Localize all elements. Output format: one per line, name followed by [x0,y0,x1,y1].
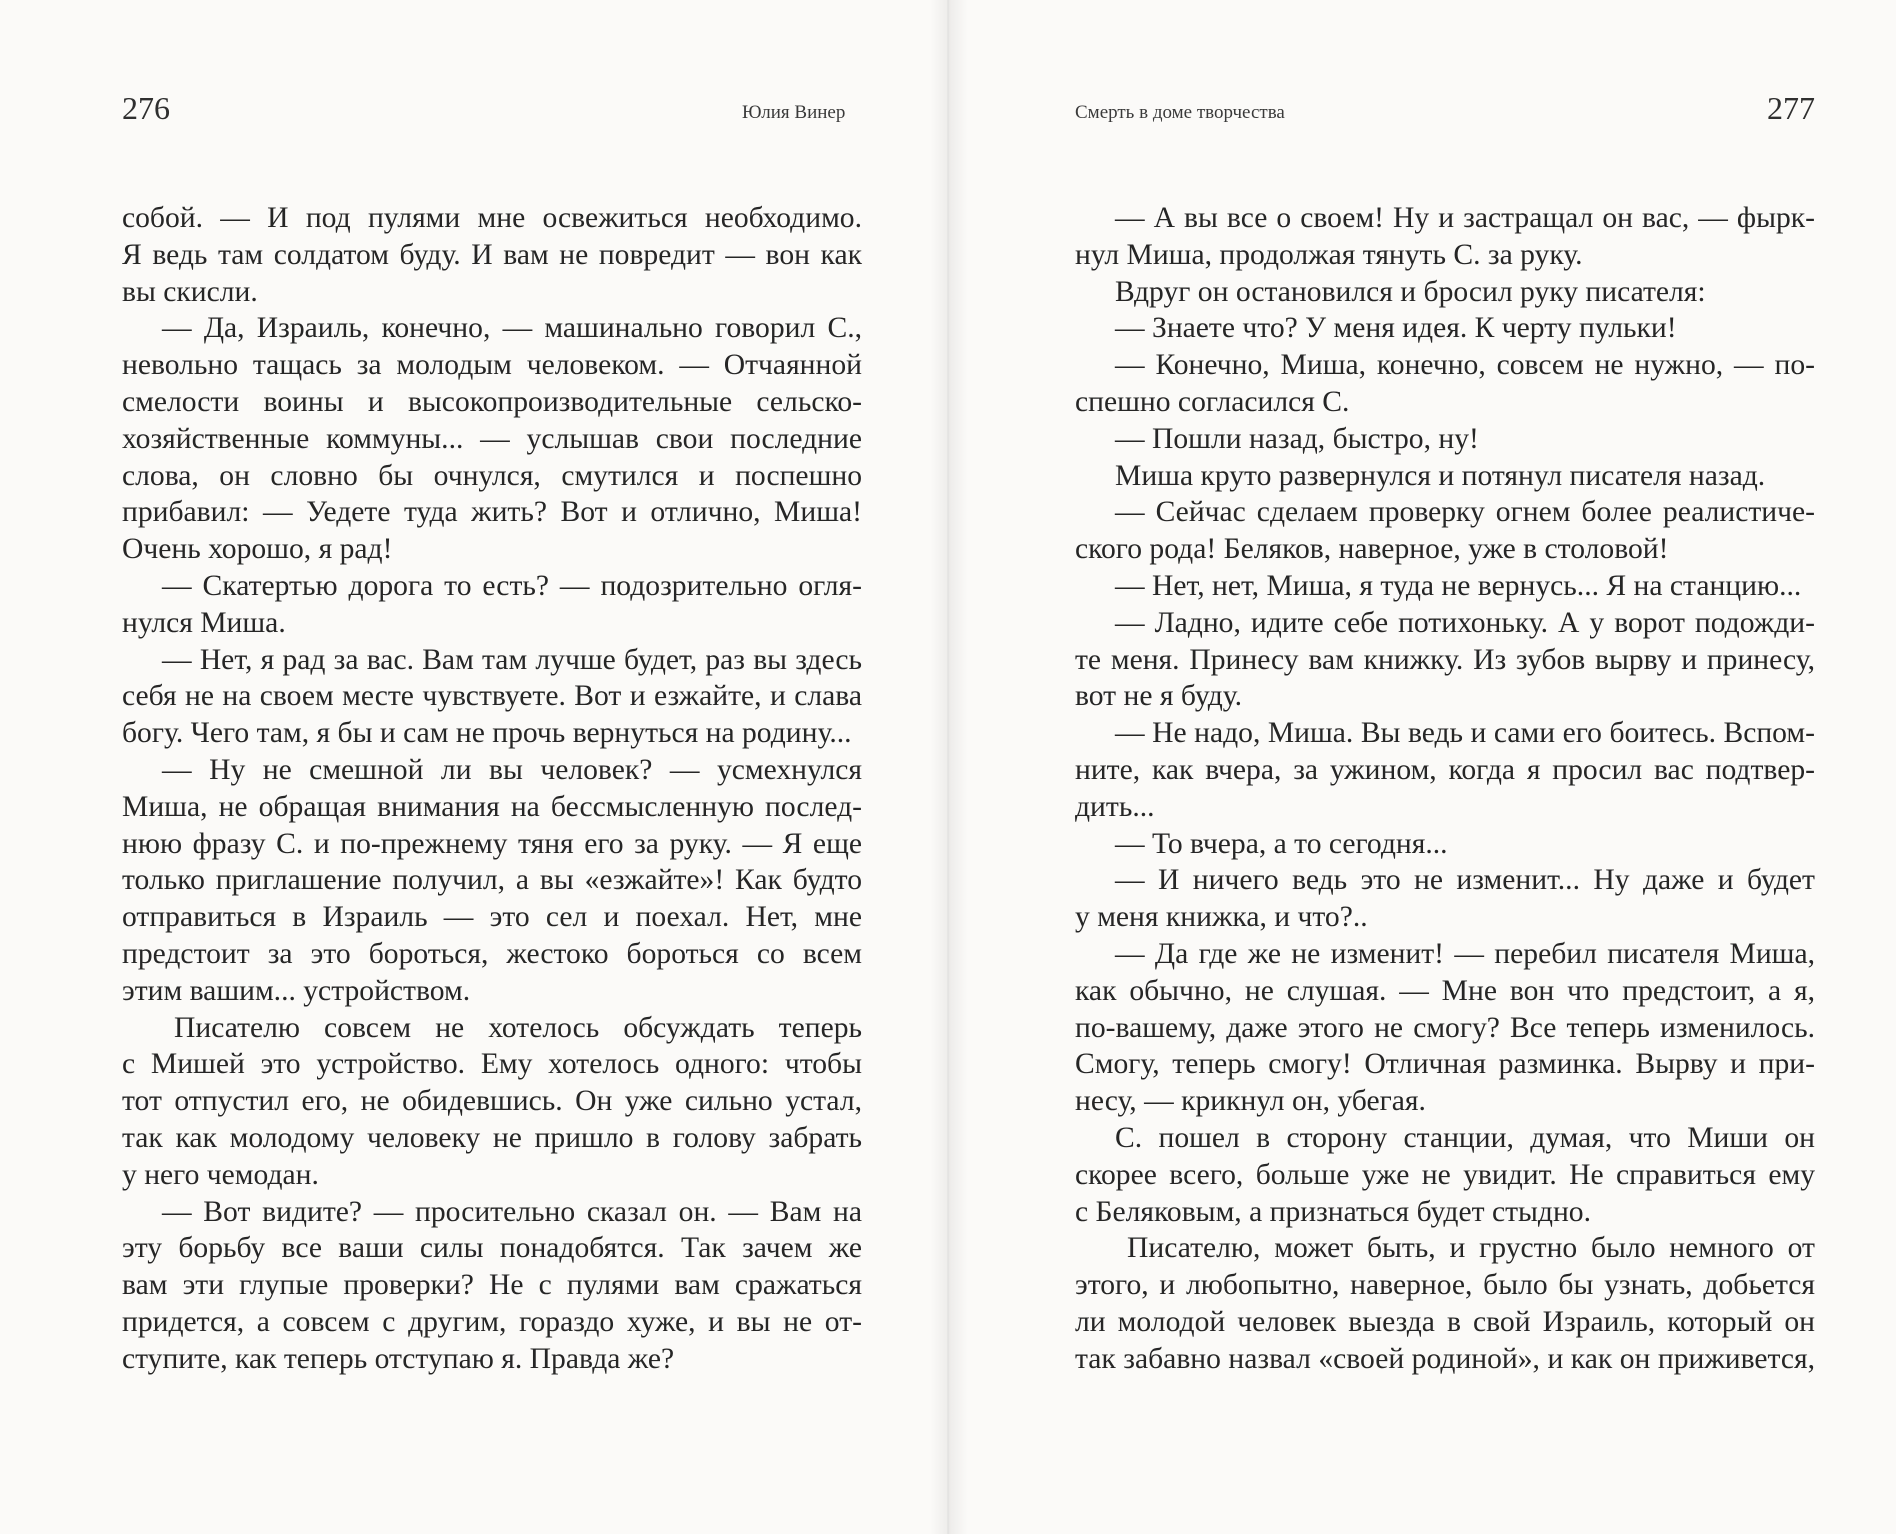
text-line: — Да где же не изменит! — перебил писателя Миша, [1115,937,1815,970]
text-line: С. пошел в сторону станции, думая, что Миши он [1115,1121,1815,1154]
text-line: — Ладно, идите себе потихоньку. А у ворот подожди- [1115,606,1815,639]
text-line: этого, и любопытно, наверное, было бы узнать, добьется [1075,1269,1815,1302]
right-page [949,0,1896,1534]
text-line: — Знаете что? У меня идея. К черту пульки! [1115,312,1677,345]
text-line: — Пошли назад, быстро, ну! [1115,422,1479,455]
text-line: спешно согласился С. [1075,385,1350,418]
text-line: собой. — И под пулями мне освежиться необходимо. [122,202,862,234]
text-line: по-вашему, даже этого не смогу? Все теперь изменилось. [1075,1011,1815,1044]
page-number-left: 276 [122,90,170,126]
text-line: хозяйственные коммуны... — услышав свои последние [122,422,862,455]
text-line: предстоит за это бороться, жестоко бороться со всем [122,937,862,970]
text-line: — Нет, нет, Миша, я туда не вернусь... Я на станцию... [1115,569,1802,602]
right-page-body [1075,200,1815,1378]
text-line: ступите, как теперь отступаю я. Правда же? [122,1342,675,1375]
text-line: с Беляковым, а признаться будет стыдно. [1075,1195,1591,1228]
text-line: ского рода! Беляков, наверное, уже в столовой! [1075,533,1669,566]
text-line: только приглашение получил, а вы «езжайте»! Как будто [122,864,862,897]
text-line: несу, — крикнул он, убегая. [1075,1085,1426,1118]
text-line: — Ну не смешной ли вы человек? — усмехнулся [162,753,862,786]
text-line: нюю фразу С. и по-прежнему тяня его за руку. — Я еще [122,827,862,860]
text-line: богу. Чего там, я бы и сам не прочь вернуться на родину... [122,717,852,750]
text-line: скорее всего, больше уже не увидит. Не справиться ему [1075,1158,1815,1191]
text-line: смелости воины и высокопроизводительные сельско- [122,385,862,418]
text-line: вы скисли. [122,275,258,308]
text-line: ните, как вчера, за ужином, когда я просил вас подтвер- [1075,753,1815,786]
text-line: — И ничего ведь это не изменит... Ну даже и будет [1115,864,1815,897]
text-line: отправиться в Израиль — это сел и поехал. Нет, мне [122,901,862,934]
text-line: слова, он словно бы очнулся, смутился и поспешно [122,459,862,492]
text-line: Смогу, теперь смогу! Отличная разминка. Вырву и при- [1075,1048,1815,1081]
text-line: Миша круто развернулся и потянул писателя назад. [1115,459,1766,492]
text-line: вам эти глупые проверки? Не с пулями вам сражаться [122,1269,862,1302]
text-line: — Конечно, Миша, конечно, совсем не нужно, — по- [1115,349,1815,382]
text-line: дить... [1075,790,1155,823]
text-line: Вдруг он остановился и бросил руку писателя: [1115,275,1706,308]
text-line: — Нет, я рад за вас. Вам там лучше будет, раз вы здесь [162,643,862,676]
text-line: придется, а совсем с другим, гораздо хуже, и вы не от- [122,1305,862,1338]
text-line: Миша, не обращая внимания на бессмысленную послед- [122,790,862,823]
text-line: Писателю совсем не хотелось обсуждать теперь [174,1011,862,1044]
text-line: себя не на своем месте чувствуете. Вот и езжайте, и слава [122,680,862,713]
text-line: нулся Миша. [122,606,286,639]
page-number-right: 277 [1767,90,1815,126]
text-line: — Да, Израиль, конечно, — машинально говорил С., [162,312,862,345]
text-line: — Вот видите? — просительно сказал он. — Вам на [162,1195,862,1228]
text-line: ли молодой человек выезда в свой Израиль, который он [1075,1305,1815,1338]
text-line: с Мишей это устройство. Ему хотелось одного: чтобы [122,1048,862,1081]
running-head-author: Юлия Винер [742,102,846,123]
text-line: — Сейчас сделаем проверку огнем более реалистиче- [1115,496,1815,529]
text-line: те меня. Принесу вам книжку. Из зубов вырву и принесу, [1075,643,1815,676]
text-line: — А вы все о своем! Ну и застращал он вас, — фырк- [1115,202,1815,234]
text-line: так как молодому человеку не пришло в голову забрать [122,1121,862,1154]
text-line: Я ведь там солдатом буду. И вам не повредит — вон как [122,238,862,271]
text-line: как обычно, не слушая. — Мне вон что предстоит, а я, [1075,974,1815,1007]
book-gutter [930,0,968,1534]
text-line: эту борьбу все ваши силы понадобятся. Так зачем же [122,1232,862,1265]
text-line: — Скатертью дорога то есть? — подозрительно огля- [162,569,862,602]
text-line: так забавно назвал «своей родиной», и как он приживется, [1075,1342,1815,1375]
text-line: этим вашим... устройством. [122,974,471,1007]
text-line: тот отпустил его, не обидевшись. Он уже сильно устал, [122,1085,862,1118]
text-line: — То вчера, а то сегодня... [1115,827,1448,860]
text-line: — Не надо, Миша. Вы ведь и сами его боитесь. Вспом- [1115,717,1815,750]
text-line: невольно тащась за молодым человеком. — Отчаянной [122,349,862,382]
left-page [0,0,947,1534]
left-page-body [122,200,862,1378]
text-line: у меня книжка, и что?.. [1075,901,1368,934]
text-line: нул Миша, продолжая тянуть С. за руку. [1075,238,1583,271]
running-head-title: Смерть в доме творчества [1075,102,1285,123]
text-line: прибавил: — Уедете туда жить? Вот и отлично, Миша! [122,496,862,529]
text-line: у него чемодан. [122,1158,319,1191]
text-line: Писателю, может быть, и грустно было немного от [1127,1232,1815,1265]
text-line: вот не я буду. [1075,680,1243,713]
text-line: Очень хорошо, я рад! [122,533,393,566]
